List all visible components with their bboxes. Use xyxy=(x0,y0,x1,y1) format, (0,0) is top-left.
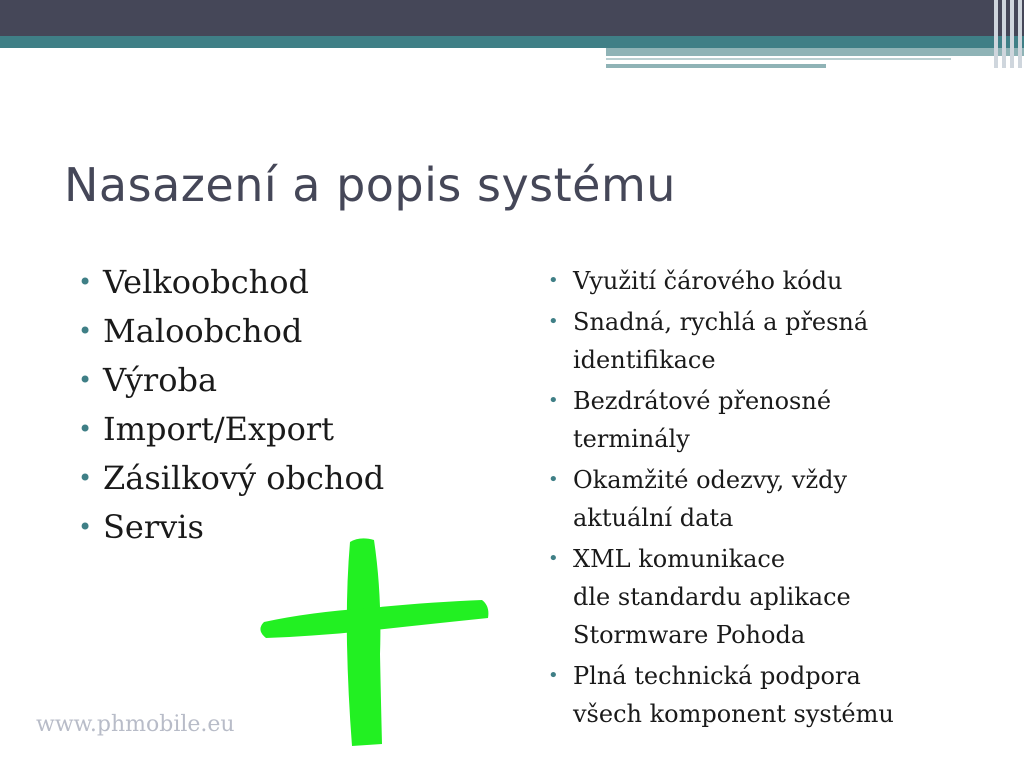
list-item: • Import/Export xyxy=(78,405,384,454)
header-dark-bar xyxy=(0,0,1024,36)
list-item xyxy=(548,303,1008,379)
header-stripe xyxy=(1010,0,1014,68)
list-item xyxy=(548,262,1008,300)
list-item-line: dle standardu aplikace xyxy=(573,583,851,611)
left-bullet-list xyxy=(78,258,384,552)
header-accent-line xyxy=(606,58,951,60)
list-item xyxy=(548,382,1008,458)
header-accent-line-short xyxy=(606,64,826,68)
header-accent-bar xyxy=(606,48,1024,56)
list-item-line: aktuální data xyxy=(573,504,734,532)
list-item: • Zásilkový obchod xyxy=(78,454,384,503)
header-teal-bar xyxy=(0,36,1024,48)
list-item xyxy=(548,461,1008,537)
list-item: • Servis xyxy=(78,503,384,552)
header-stripe xyxy=(1002,0,1006,68)
right-bullet-list xyxy=(548,262,1008,736)
list-item-line: • Plná technická podpora xyxy=(573,662,861,690)
list-item-line: identifikace xyxy=(573,346,716,374)
list-item: • Maloobchod xyxy=(78,307,384,356)
list-item xyxy=(548,657,1008,733)
list-item-line: všech komponent systému xyxy=(573,700,894,728)
green-plus-icon xyxy=(250,534,495,750)
footer-url: www.phmobile.eu xyxy=(36,712,235,737)
list-item-line: • Využití čárového kódu xyxy=(573,267,843,295)
header-stripe xyxy=(994,0,998,68)
list-item-line: • Bezdrátové přenosné xyxy=(573,387,832,415)
header-stripe xyxy=(1018,0,1022,68)
list-item xyxy=(548,540,1008,654)
list-item: • Výroba xyxy=(78,356,384,405)
list-item-line: • XML komunikace xyxy=(573,545,786,573)
list-item-line: Stormware Pohoda xyxy=(573,621,806,649)
list-item-line: • Okamžité odezvy, vždy xyxy=(573,466,848,494)
list-item-line: • Snadná, rychlá a přesná xyxy=(573,308,869,336)
list-item-line: terminály xyxy=(573,425,690,453)
slide-title: Nasazení a popis systému xyxy=(64,158,676,212)
list-item: • Velkoobchod xyxy=(78,258,384,307)
